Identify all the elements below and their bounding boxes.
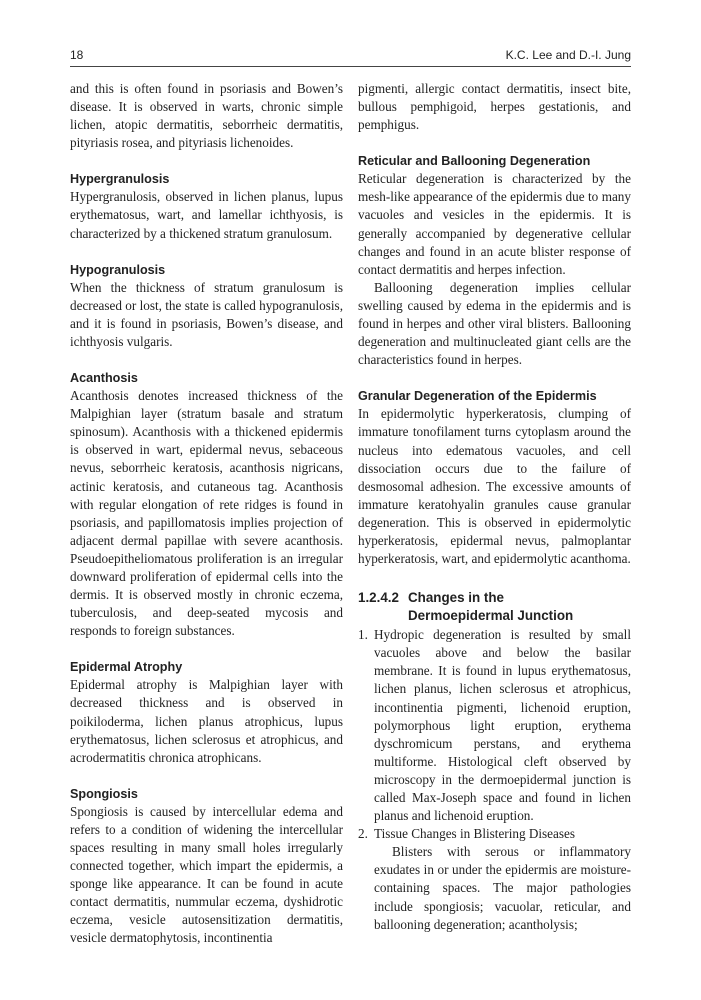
list-item-body — [374, 825, 631, 934]
granular-heading: Granular Degeneration of the Epidermis — [358, 389, 597, 404]
numbered-list — [358, 626, 631, 934]
spongiosis-heading: Spongiosis — [70, 786, 138, 801]
epidermal-atrophy-paragraph: Epidermal atrophy is Malpighian layer with decreased thickness and is observed in poikiloderma, lichen planus atrophicus, lupus erythematosus, lichen sclerosus et atrophicus, and acrodermatitis chronica atrophicans. — [70, 677, 343, 765]
section-title — [408, 589, 631, 625]
reticular-heading: Reticular and Ballooning Degeneration — [358, 154, 591, 169]
list-item-number: 1. — [358, 627, 368, 643]
list-item-text: Hydropic degeneration is resulted by small vacuoles above and below the basilar membrane. It is found in lupus erythematosus, lichen planus, lichen sclerosus et atrophicus, incontinentia pigmenti, lichenoid eruption, polymorphous light eruption, erythema dyschromicum perstans, and erythema multiforme. Histological cleft observed by microscopy in the dermoepidermal junction is called Max-Joseph space and found in lichen planus and lichenoid eruption. — [374, 627, 631, 824]
granular-paragraph: In epidermolytic hyperkeratosis, clumping of immature tonofilament turns cytoplasm around the nucleus into edematous vacuoles, and cell dissociation occurs due to the failure of desmosomal adhesion. The excessive amounts of immature keratohyalin granules cause granular degeneration. This is observed in epidermolytic hyperkeratosis, epidermal nevus, palmoplantar hyperkeratosis, wart, and epidermolytic acanthoma. — [358, 406, 631, 567]
continuation-paragraph: pigmenti, allergic contact dermatitis, insect bite, bullous pemphigoid, herpes gestationis, and pemphigus. — [358, 81, 631, 133]
running-header — [70, 42, 631, 67]
list-item-body — [374, 626, 631, 825]
running-head-authors: K.C. Lee and D.-I. Jung — [505, 48, 631, 62]
section-heading — [358, 589, 631, 625]
section-title-line-2: Dermoepidermal Junction — [408, 608, 574, 624]
epidermal-atrophy-heading: Epidermal Atrophy — [70, 660, 183, 675]
list-item — [358, 825, 631, 934]
list-item — [358, 626, 631, 825]
spongiosis-paragraph: Spongiosis is caused by intercellular edema and refers to a condition of widening the intercellular spaces resulting in many small holes irregularly connected together, which impart the epidermis, a sponge like appearance. It can be found in acute contact dermatitis, nummular eczema, dyshidrotic eczema, vesicle autosensitization dermatitis, vesicle dermatophytosis, incontinentia — [70, 803, 343, 946]
section-title-line-1: Changes in the — [408, 590, 504, 606]
acanthosis-heading: Acanthosis — [70, 371, 138, 386]
hypogranulosis-paragraph: When the thickness of stratum granulosum is decreased or lost, the state is called hypogranulosis, and it is found in psoriasis, Bowen’s disease, and ichthyosis vulgaris. — [70, 279, 343, 349]
page-number: 18 — [70, 48, 84, 62]
intro-paragraph: and this is often found in psoriasis and Bowen’s disease. It is observed in warts, chronic simple lichen, atopic dermatitis, seborrheic dermatitis, pityriasis rosea, and pityriasis lichenoides. — [70, 81, 343, 151]
ballooning-paragraph: Ballooning degeneration implies cellular swelling caused by edema in the epidermis and is found in herpes and other viral blisters. Ballooning degeneration and multinucleated giant cells are the characteristics found in herpes. — [358, 279, 631, 368]
hypergranulosis-heading: Hypergranulosis — [70, 172, 170, 187]
reticular-paragraph: Reticular degeneration is characterized by the mesh-like appearance of the epidermis due to many vacuoles and vesicles in the epidermis. It is generally accompanied by degenerative cellular changes and found in an acute blister response of contact dermatitis and herpes infection. — [358, 171, 631, 277]
left-column — [70, 80, 343, 948]
list-item-text: Tissue Changes in Blistering Diseases — [374, 826, 575, 842]
hypogranulosis-heading: Hypogranulosis — [70, 262, 166, 277]
section-number: 1.2.4.2 — [358, 590, 399, 606]
list-item-number: 2. — [358, 826, 368, 842]
hypergranulosis-paragraph: Hypergranulosis, observed in lichen planus, lupus erythematosus, wart, and lamellar ichthyosis, is characterized by a thickened stratum granulosum. — [70, 189, 343, 241]
list-item-subparagraph: Blisters with serous or inflammatory exudates in or under the epidermis are moisture-containing spaces. The major pathologies include spongiosis; vacuolar, reticular, and ballooning degeneration; acantholysis; — [374, 844, 631, 932]
right-column — [358, 80, 631, 934]
acanthosis-paragraph: Acanthosis denotes increased thickness of the Malpighian layer (stratum basale and stratum spinosum). Acanthosis with a thickened epidermis is observed in wart, epidermal nevus, sebaceous nevus, seborrheic keratosis, acanthosis nigricans, actinic keratosis, and cutaneous tag. Acanthosis with regular elongation of rete ridges is found in psoriasis, and papillomatosis implies projection of adjacent dermal papillae with severe acanthosis. Pseudoepitheliomatous proliferation is an irregular downward proliferation of epidermal cells into the dermis. It is observed mostly in chronic eczema, tuberculosis, and deep-seated mycosis and responds to foreign substances. — [70, 388, 343, 639]
